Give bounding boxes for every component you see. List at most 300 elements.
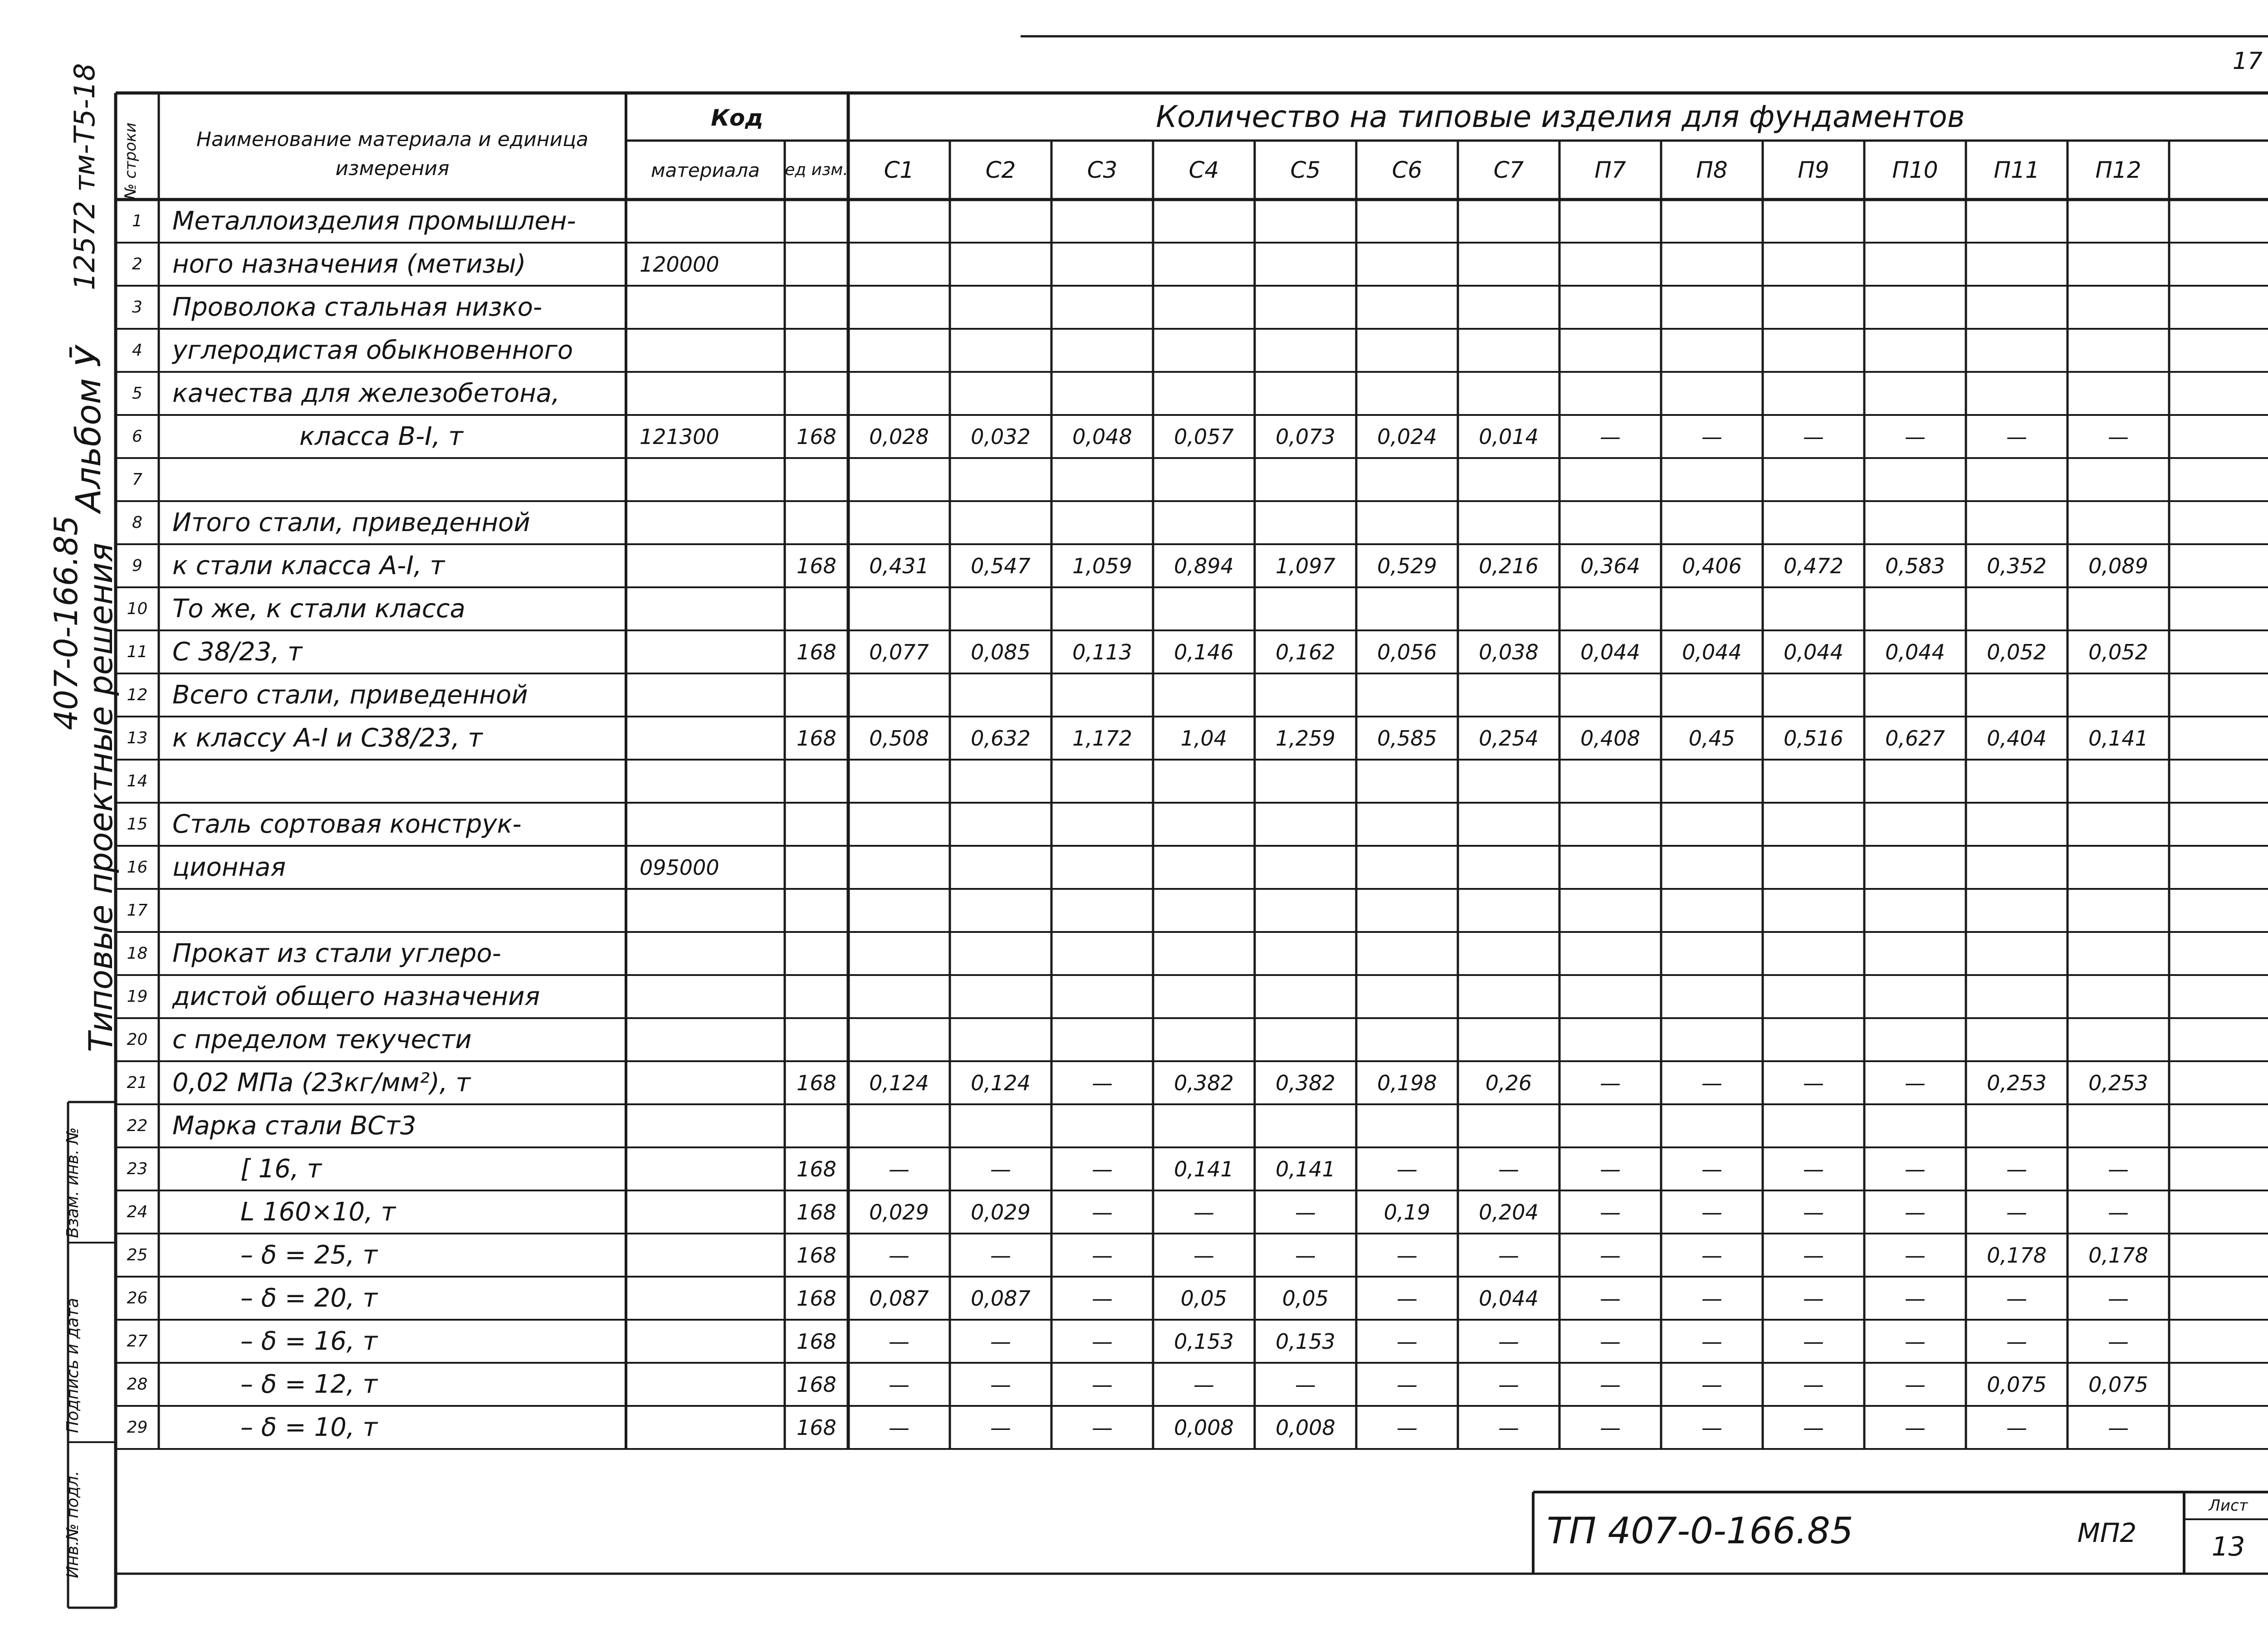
quantity-value: —	[1905, 1329, 1926, 1354]
unit-code: 168	[797, 1243, 836, 1268]
quantity-value: 1,059	[1072, 553, 1132, 578]
material-code	[626, 1234, 785, 1277]
quantity-value: —	[889, 1156, 909, 1181]
column-header: С4	[1188, 157, 1219, 183]
quantity-value: —	[1905, 1156, 1926, 1181]
quantity-value: 0,198	[1377, 1070, 1437, 1095]
material-code	[626, 544, 785, 587]
drawing-mark: МП2	[2077, 1517, 2137, 1548]
stamp-label-sign-date: Подпись и дата	[64, 1297, 82, 1433]
quantity-value: 0,162	[1276, 639, 1335, 664]
material-code	[626, 932, 785, 975]
row-number: 21	[127, 1073, 148, 1092]
material-name: качества для железобетона,	[172, 379, 560, 408]
column-header: П8	[1696, 157, 1728, 183]
unit-code	[785, 760, 848, 803]
quantity-value: —	[1193, 1243, 1214, 1268]
material-code	[626, 760, 785, 803]
quantity-value: —	[1193, 1372, 1214, 1397]
unit-code	[785, 372, 848, 415]
quantity-value: —	[1498, 1243, 1519, 1268]
side-title-2: Типовые проектные решения	[82, 542, 120, 1052]
unit-code	[785, 975, 848, 1018]
material-name	[159, 889, 626, 932]
quantity-value: —	[1803, 1372, 1824, 1397]
unit-code: 168	[797, 424, 836, 449]
quantity-value: 0,627	[1885, 726, 1945, 751]
unit-code	[785, 286, 848, 329]
side-title-1: 407-0-166.85	[48, 515, 85, 730]
quantity-value: —	[1397, 1329, 1418, 1354]
quantity-value: —	[1905, 1243, 1926, 1268]
unit-code	[785, 1018, 848, 1061]
material-name: – δ = 10, т	[240, 1413, 378, 1442]
row-number: 1	[132, 212, 142, 230]
row-number: 8	[132, 513, 142, 532]
material-name: Прокат из стали углеро-	[172, 939, 501, 968]
quantity-value: 0,153	[1174, 1329, 1234, 1354]
row-number: 27	[127, 1332, 148, 1351]
material-code	[626, 673, 785, 717]
unit-code: 168	[797, 1200, 836, 1224]
quantity-value: 0,583	[1885, 553, 1945, 578]
quantity-value: —	[990, 1243, 1011, 1268]
quantity-value: —	[1600, 424, 1621, 449]
material-name: класса В-I, т	[299, 422, 463, 451]
quantity-value: —	[1498, 1372, 1519, 1397]
quantity-value: 0,382	[1174, 1070, 1234, 1095]
row-number: 15	[127, 815, 148, 834]
material-code	[626, 1190, 785, 1234]
row-number: 25	[127, 1246, 148, 1264]
quantity-value: 0,113	[1072, 639, 1132, 664]
material-code	[626, 1406, 785, 1449]
header-quantity-group: Количество на типовые изделия для фундаментов	[1156, 99, 1965, 134]
quantity-value: —	[2108, 1286, 2129, 1311]
quantity-value: —	[1803, 1156, 1824, 1181]
quantity-value: —	[2108, 1156, 2129, 1181]
quantity-value: —	[1193, 1200, 1214, 1224]
material-name: – δ = 16, т	[240, 1327, 378, 1356]
quantity-value: —	[1397, 1415, 1418, 1440]
quantity-value: —	[1600, 1200, 1621, 1224]
quantity-value: 0,253	[1987, 1070, 2047, 1095]
quantity-value: —	[1905, 1286, 1926, 1311]
sheet-number: 13	[2211, 1531, 2245, 1562]
quantity-value: 0,19	[1383, 1200, 1431, 1224]
header-row-number: № строки	[122, 122, 140, 200]
material-code	[626, 501, 785, 544]
quantity-value: —	[1600, 1415, 1621, 1440]
quantity-value: —	[2006, 424, 2027, 449]
row-number: 13	[127, 729, 148, 747]
unit-code: 168	[797, 1286, 836, 1311]
unit-code	[785, 889, 848, 932]
quantity-value: —	[1803, 1286, 1824, 1311]
quantity-value: —	[889, 1243, 909, 1268]
side-album: Альбом Ӯ	[68, 346, 108, 512]
column-header: С7	[1493, 157, 1524, 183]
material-name: Проволока стальная низко-	[172, 293, 543, 322]
row-number: 22	[127, 1117, 148, 1135]
quantity-value: 0,008	[1276, 1415, 1335, 1440]
quantity-value: —	[990, 1372, 1011, 1397]
column-header	[2169, 141, 2268, 200]
quantity-value: 0,044	[1580, 639, 1640, 664]
quantity-value: —	[1600, 1286, 1621, 1311]
quantity-value: —	[1295, 1243, 1316, 1268]
header-name: Наименование материала и единица измерения	[196, 128, 589, 180]
quantity-value: 0,364	[1580, 553, 1640, 578]
quantity-value: —	[1905, 1070, 1926, 1095]
material-name: 0,02 МПа (23кг/мм²), т	[172, 1068, 471, 1097]
unit-code	[785, 200, 848, 243]
row-number: 26	[127, 1289, 148, 1307]
quantity-value: —	[2006, 1329, 2027, 1354]
header-code-unit: ед изм.	[785, 161, 848, 180]
quantity-value: 0,153	[1276, 1329, 1335, 1354]
header-code-group: Код	[711, 105, 763, 131]
column-header: С3	[1087, 157, 1118, 183]
quantity-value: 0,26	[1485, 1070, 1532, 1095]
unit-code	[785, 587, 848, 630]
material-code	[626, 1277, 785, 1320]
row-number: 4	[132, 341, 142, 360]
quantity-value: —	[1498, 1329, 1519, 1354]
unit-code	[785, 673, 848, 717]
quantity-value: —	[1600, 1372, 1621, 1397]
unit-code	[785, 458, 848, 501]
unit-code	[785, 846, 848, 889]
quantity-value: 0,632	[971, 726, 1031, 751]
quantity-value: —	[1905, 1200, 1926, 1224]
quantity-value: 0,038	[1479, 639, 1539, 664]
quantity-value: 0,894	[1174, 553, 1234, 578]
quantity-value: 0,124	[869, 1070, 929, 1095]
material-code	[626, 200, 785, 243]
row-number: 5	[132, 384, 142, 403]
stamp-label-vzam-inv: Взам. инв. №	[64, 1127, 82, 1238]
quantity-value: 0,024	[1377, 424, 1437, 449]
quantity-value: —	[1701, 1415, 1722, 1440]
unit-code: 168	[797, 1372, 836, 1397]
header-code-material: материала	[650, 159, 760, 181]
material-code	[626, 1104, 785, 1147]
quantity-value: 0,253	[2088, 1070, 2148, 1095]
row-number: 6	[132, 427, 142, 446]
material-code	[626, 286, 785, 329]
quantity-value: —	[1803, 424, 1824, 449]
quantity-value: 0,052	[2088, 639, 2148, 664]
quantity-value: 0,056	[1377, 639, 1437, 664]
material-name: Сталь сортовая конструк-	[172, 810, 522, 839]
quantity-value: —	[990, 1415, 1011, 1440]
quantity-value: 0,141	[2088, 726, 2148, 751]
material-code: 121300	[640, 424, 719, 449]
row-number: 18	[127, 944, 148, 963]
row-number: 14	[127, 772, 148, 790]
quantity-value: 0,508	[869, 726, 929, 751]
material-name: к классу А-I и С38/23, т	[172, 723, 483, 753]
row-number: 23	[127, 1160, 148, 1178]
row-number: 24	[127, 1203, 148, 1221]
quantity-value: —	[1092, 1200, 1113, 1224]
material-name: – δ = 25, т	[240, 1240, 378, 1270]
material-name: С 38/23, т	[172, 637, 303, 667]
quantity-value: 0,585	[1377, 726, 1437, 751]
quantity-value: —	[1803, 1329, 1824, 1354]
material-name: к стали класса А-I, т	[172, 551, 445, 580]
quantity-value: —	[1701, 1200, 1722, 1224]
quantity-value: 1,04	[1180, 726, 1227, 751]
quantity-value: 0,075	[2088, 1372, 2148, 1397]
quantity-value: 0,547	[971, 553, 1031, 578]
quantity-value: —	[1092, 1156, 1113, 1181]
column-header: С6	[1392, 157, 1422, 183]
unit-code	[785, 803, 848, 846]
quantity-value: 0,057	[1174, 424, 1234, 449]
stamp-label-inv-podl: Инв.№ подл.	[64, 1471, 82, 1578]
row-number: 11	[127, 643, 148, 661]
unit-code: 168	[797, 726, 836, 751]
unit-code: 168	[797, 1415, 836, 1440]
material-name: – δ = 12, т	[240, 1370, 378, 1399]
quantity-value: 0,406	[1682, 553, 1742, 578]
material-name: Металлоизделия промышлен-	[172, 206, 576, 236]
column-header: С1	[884, 157, 914, 183]
quantity-value: 0,075	[1987, 1372, 2047, 1397]
quantity-value: —	[1701, 1156, 1722, 1181]
column-header: П9	[1798, 157, 1829, 183]
quantity-value: —	[2108, 1415, 2129, 1440]
quantity-value: 0,382	[1276, 1070, 1335, 1095]
quantity-value: 0,431	[869, 553, 929, 578]
quantity-value: 0,073	[1276, 424, 1335, 449]
quantity-value: —	[1803, 1415, 1824, 1440]
quantity-value: 0,204	[1479, 1200, 1539, 1224]
quantity-value: 0,087	[869, 1286, 929, 1311]
quantity-value: 0,146	[1174, 639, 1234, 664]
quantity-value: —	[1803, 1070, 1824, 1095]
material-code	[626, 889, 785, 932]
quantity-value: 0,178	[2088, 1243, 2148, 1268]
quantity-value: —	[1498, 1415, 1519, 1440]
material-name: Марка стали ВСт3	[172, 1111, 416, 1141]
material-code: 120000	[640, 252, 719, 277]
column-header: П11	[1994, 157, 2040, 183]
row-number: 20	[127, 1030, 148, 1049]
row-number: 12	[127, 686, 148, 704]
quantity-value: —	[1397, 1286, 1418, 1311]
material-name: То же, к стали класса	[172, 594, 465, 624]
quantity-value: 1,097	[1276, 553, 1335, 578]
quantity-value: —	[1092, 1070, 1113, 1095]
row-number: 10	[127, 600, 148, 618]
quantity-value: 0,178	[1987, 1243, 2047, 1268]
material-name: дистой общего назначения	[172, 982, 540, 1011]
quantity-value: —	[1701, 1243, 1722, 1268]
unit-code: 168	[797, 1156, 836, 1181]
quantity-value: —	[1701, 424, 1722, 449]
material-code	[626, 1320, 785, 1363]
material-code	[626, 372, 785, 415]
material-code	[626, 975, 785, 1018]
quantity-value: 0,087	[971, 1286, 1031, 1311]
quantity-value: 0,032	[971, 424, 1031, 449]
quantity-value: 0,141	[1174, 1156, 1234, 1181]
quantity-value: —	[1397, 1156, 1418, 1181]
material-name: [ 16, т	[240, 1154, 322, 1184]
page-number: 17	[2232, 48, 2263, 75]
quantity-value: —	[1600, 1243, 1621, 1268]
row-number: 2	[132, 255, 142, 273]
quantity-value: —	[1498, 1156, 1519, 1181]
quantity-value: 0,05	[1282, 1286, 1329, 1311]
column-header: С2	[985, 157, 1016, 183]
quantity-value: —	[1295, 1372, 1316, 1397]
drawing-designation: ТП 407-0-166.85	[1547, 1509, 1853, 1552]
quantity-value: 0,408	[1580, 726, 1640, 751]
quantity-value: 0,404	[1987, 726, 2047, 751]
quantity-value: 0,085	[971, 639, 1031, 664]
quantity-value: —	[1397, 1372, 1418, 1397]
material-code	[626, 1061, 785, 1104]
row-number: 9	[132, 556, 142, 575]
quantity-value: 0,014	[1479, 424, 1539, 449]
material-code: 095000	[640, 855, 719, 880]
quantity-value: —	[2006, 1415, 2027, 1440]
quantity-value: 0,044	[1682, 639, 1742, 664]
quantity-value: 0,029	[971, 1200, 1031, 1224]
quantity-value: 1,172	[1072, 726, 1132, 751]
quantity-value: 0,141	[1276, 1156, 1335, 1181]
quantity-value: —	[1701, 1372, 1722, 1397]
quantity-value: —	[1092, 1329, 1113, 1354]
quantity-value: 0,254	[1479, 726, 1539, 751]
column-header: П7	[1594, 157, 1626, 183]
row-number: 29	[127, 1418, 148, 1437]
quantity-value: 0,077	[869, 639, 929, 664]
row-number: 19	[127, 987, 148, 1006]
quantity-value: —	[2108, 424, 2129, 449]
quantity-value: —	[1803, 1200, 1824, 1224]
quantity-value: —	[1092, 1372, 1113, 1397]
quantity-value: 0,089	[2088, 553, 2148, 578]
material-name: ного назначения (метизы)	[172, 249, 526, 279]
quantity-value: 0,008	[1174, 1415, 1234, 1440]
quantity-value: —	[1905, 1415, 1926, 1440]
column-header: С5	[1290, 157, 1321, 183]
quantity-value: 0,052	[1987, 639, 2047, 664]
unit-code	[785, 1104, 848, 1147]
unit-code: 168	[797, 1070, 836, 1095]
material-name: – δ = 20, т	[240, 1283, 378, 1313]
quantity-value: 1,259	[1276, 726, 1335, 751]
quantity-value: —	[889, 1372, 909, 1397]
quantity-value: 0,028	[869, 424, 929, 449]
sheet-label: Лист	[2209, 1497, 2248, 1515]
unit-code: 168	[797, 639, 836, 664]
quantity-value: —	[2006, 1156, 2027, 1181]
quantity-value: 0,124	[971, 1070, 1031, 1095]
quantity-value: 0,472	[1784, 553, 1843, 578]
quantity-value: —	[1092, 1286, 1113, 1311]
quantity-value: 0,516	[1784, 726, 1843, 751]
quantity-value: —	[2006, 1286, 2027, 1311]
quantity-value: 0,352	[1987, 553, 2047, 578]
material-code	[626, 803, 785, 846]
quantity-value: —	[1701, 1070, 1722, 1095]
material-name: углеродистая обыкновенного	[172, 336, 573, 365]
unit-code	[785, 932, 848, 975]
quantity-value: 0,044	[1885, 639, 1945, 664]
quantity-value: 0,044	[1479, 1286, 1539, 1311]
quantity-value: 0,048	[1072, 424, 1132, 449]
quantity-value: —	[1295, 1200, 1316, 1224]
quantity-value: 0,45	[1688, 726, 1735, 751]
quantity-value: —	[2006, 1200, 2027, 1224]
material-code	[626, 630, 785, 673]
quantity-value: —	[1600, 1329, 1621, 1354]
column-header: П10	[1892, 157, 1938, 183]
unit-code	[785, 501, 848, 544]
row-number: 16	[127, 858, 148, 877]
row-number: 28	[127, 1375, 148, 1394]
material-code	[626, 329, 785, 372]
quantity-value: —	[1803, 1243, 1824, 1268]
material-code	[626, 1018, 785, 1061]
quantity-value: —	[1092, 1243, 1113, 1268]
side-code: 12572 тм-Т5-18	[68, 63, 101, 290]
material-name	[159, 760, 626, 803]
quantity-value: 0,216	[1479, 553, 1539, 578]
quantity-value: —	[1397, 1243, 1418, 1268]
material-code	[626, 1147, 785, 1190]
material-name: Итого стали, приведенной	[172, 508, 530, 537]
quantity-value: —	[1905, 1372, 1926, 1397]
material-name: с пределом текучести	[172, 1025, 472, 1054]
column-header: П12	[2095, 157, 2141, 183]
quantity-value: 0,029	[869, 1200, 929, 1224]
quantity-value: —	[889, 1329, 909, 1354]
quantity-value: —	[1600, 1156, 1621, 1181]
quantity-value: —	[1701, 1286, 1722, 1311]
unit-code	[785, 243, 848, 286]
quantity-value: —	[1905, 424, 1926, 449]
material-name: L 160×10, т	[240, 1197, 396, 1227]
material-code	[626, 1363, 785, 1406]
unit-code: 168	[797, 1329, 836, 1354]
quantity-value: —	[889, 1415, 909, 1440]
material-name	[159, 458, 626, 501]
row-number: 7	[132, 470, 142, 489]
quantity-value: 0,529	[1377, 553, 1437, 578]
quantity-value: —	[990, 1329, 1011, 1354]
quantity-value: 0,044	[1784, 639, 1843, 664]
quantity-value: —	[2108, 1200, 2129, 1224]
quantity-value: —	[990, 1156, 1011, 1181]
material-name: ционная	[172, 853, 286, 882]
quantity-value: —	[1092, 1415, 1113, 1440]
unit-code	[785, 329, 848, 372]
quantity-value: 0,05	[1180, 1286, 1227, 1311]
material-name: Всего стали, приведенной	[172, 680, 528, 710]
quantity-value: —	[1600, 1070, 1621, 1095]
row-number: 3	[132, 298, 142, 317]
quantity-value: —	[2108, 1329, 2129, 1354]
quantity-value: —	[1701, 1329, 1722, 1354]
unit-code: 168	[797, 553, 836, 578]
